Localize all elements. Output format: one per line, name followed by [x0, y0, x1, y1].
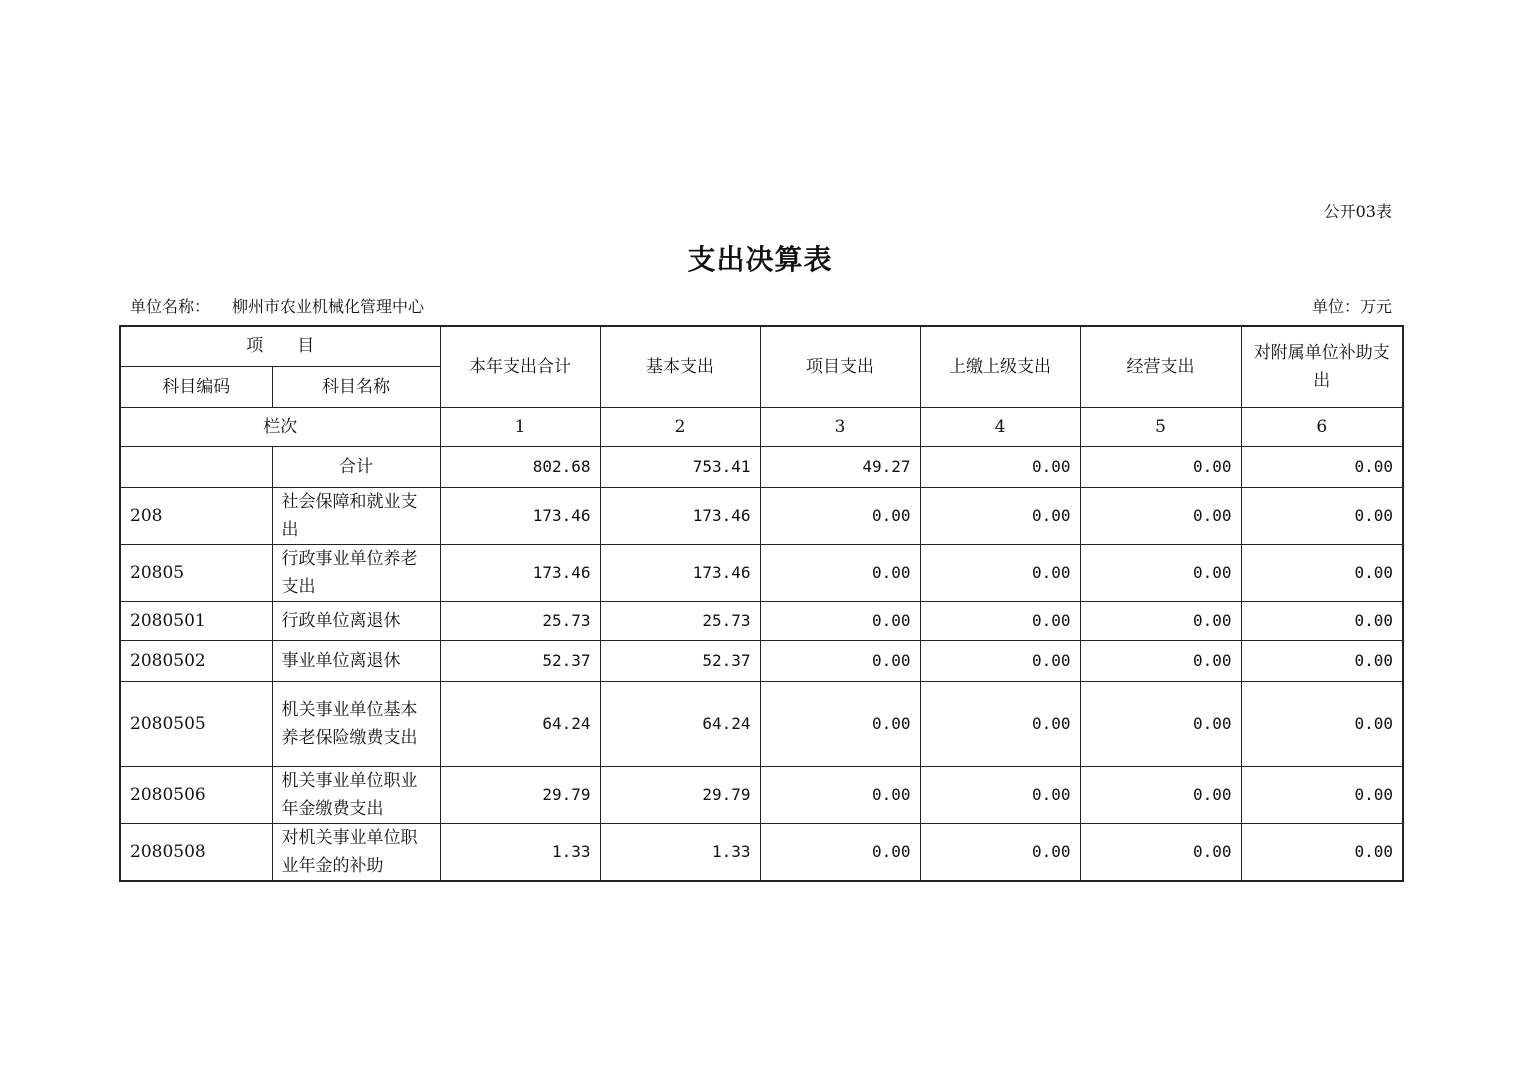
subject-name: 机关事业单位职业年金缴费支出	[272, 766, 440, 823]
total-label: 合计	[272, 446, 440, 487]
amount-cell: 0.00	[1080, 640, 1241, 681]
header-row-1	[120, 326, 1403, 366]
total-value: 0.00	[1080, 446, 1241, 487]
table-row	[120, 766, 1403, 823]
total-value: 49.27	[760, 446, 920, 487]
subject-code: 2080502	[120, 640, 272, 681]
amount-cell: 173.46	[600, 544, 760, 601]
unit-name-value: 柳州市农业机械化管理中心	[232, 297, 425, 316]
unit-name-group	[130, 294, 424, 317]
amount-cell: 0.00	[760, 487, 920, 544]
subject-code: 2080505	[120, 681, 272, 766]
header-upper-remit: 上缴上级支出	[920, 326, 1080, 407]
index-cell: 4	[920, 407, 1080, 446]
amount-cell: 0.00	[1080, 601, 1241, 640]
subject-code: 2080508	[120, 823, 272, 881]
amount-cell: 0.00	[920, 823, 1080, 881]
index-cell: 3	[760, 407, 920, 446]
index-cell: 1	[440, 407, 600, 446]
amount-cell: 0.00	[920, 681, 1080, 766]
amount-cell: 52.37	[600, 640, 760, 681]
subject-code: 20805	[120, 544, 272, 601]
amount-cell: 64.24	[440, 681, 600, 766]
form-number: 公开03表	[1323, 202, 1392, 221]
subject-name: 社会保障和就业支出	[272, 487, 440, 544]
amount-cell: 0.00	[760, 681, 920, 766]
subject-name: 事业单位离退休	[272, 640, 440, 681]
subject-code: 208	[120, 487, 272, 544]
amount-cell: 0.00	[760, 823, 920, 881]
amount-cell: 0.00	[920, 544, 1080, 601]
amount-cell: 0.00	[1080, 544, 1241, 601]
subject-code: 2080501	[120, 601, 272, 640]
amount-cell: 0.00	[1241, 640, 1403, 681]
amount-cell: 0.00	[760, 766, 920, 823]
amount-cell: 0.00	[1241, 766, 1403, 823]
index-row	[120, 407, 1403, 446]
expenditure-table	[119, 325, 1404, 882]
amount-cell: 173.46	[600, 487, 760, 544]
amount-cell: 0.00	[1080, 681, 1241, 766]
index-cell: 6	[1241, 407, 1403, 446]
unit-name-label: 单位名称：	[130, 297, 211, 316]
amount-cell: 0.00	[920, 601, 1080, 640]
subject-name: 行政单位离退休	[272, 601, 440, 640]
index-cell: 5	[1080, 407, 1241, 446]
header-project-expense: 项目支出	[760, 326, 920, 407]
amount-cell: 52.37	[440, 640, 600, 681]
subject-name: 机关事业单位基本养老保险缴费支出	[272, 681, 440, 766]
amount-cell: 64.24	[600, 681, 760, 766]
table-row	[120, 487, 1403, 544]
amount-cell: 0.00	[760, 601, 920, 640]
header-business: 经营支出	[1080, 326, 1241, 407]
amount-cell: 0.00	[1080, 487, 1241, 544]
table-row	[120, 823, 1403, 881]
total-row	[120, 446, 1403, 487]
amount-cell: 25.73	[600, 601, 760, 640]
index-cell: 2	[600, 407, 760, 446]
subject-name: 对机关事业单位职业年金的补助	[272, 823, 440, 881]
total-value: 0.00	[920, 446, 1080, 487]
index-label: 栏次	[120, 407, 440, 446]
amount-cell: 0.00	[760, 544, 920, 601]
amount-cell: 0.00	[1080, 766, 1241, 823]
amount-cell: 1.33	[440, 823, 600, 881]
total-code-cell	[120, 446, 272, 487]
table-row	[120, 640, 1403, 681]
amount-cell: 0.00	[1241, 487, 1403, 544]
amount-cell: 0.00	[1080, 823, 1241, 881]
page-title: 支出决算表	[687, 243, 833, 276]
header-code: 科目编码	[120, 366, 272, 407]
total-value: 0.00	[1241, 446, 1403, 487]
amount-cell: 0.00	[760, 640, 920, 681]
amount-cell: 0.00	[920, 766, 1080, 823]
amount-cell: 0.00	[1241, 823, 1403, 881]
total-value: 802.68	[440, 446, 600, 487]
table-row	[120, 681, 1403, 766]
amount-cell: 29.79	[440, 766, 600, 823]
amount-cell: 25.73	[440, 601, 600, 640]
subject-name: 行政事业单位养老支出	[272, 544, 440, 601]
amount-cell: 0.00	[1241, 601, 1403, 640]
header-project: 项 目	[120, 326, 440, 366]
amount-cell: 29.79	[600, 766, 760, 823]
table-row	[120, 544, 1403, 601]
amount-cell: 0.00	[1241, 681, 1403, 766]
amount-cell: 1.33	[600, 823, 760, 881]
total-value: 753.41	[600, 446, 760, 487]
header-subsidy: 对附属单位补助支出	[1241, 326, 1403, 407]
header-basic: 基本支出	[600, 326, 760, 407]
header-name: 科目名称	[272, 366, 440, 407]
amount-cell: 173.46	[440, 544, 600, 601]
amount-cell: 0.00	[1241, 544, 1403, 601]
amount-cell: 0.00	[920, 640, 1080, 681]
amount-cell: 0.00	[920, 487, 1080, 544]
amount-cell: 173.46	[440, 487, 600, 544]
table-row	[120, 601, 1403, 640]
currency-unit: 单位：万元	[1311, 297, 1392, 316]
header-total: 本年支出合计	[440, 326, 600, 407]
subject-code: 2080506	[120, 766, 272, 823]
